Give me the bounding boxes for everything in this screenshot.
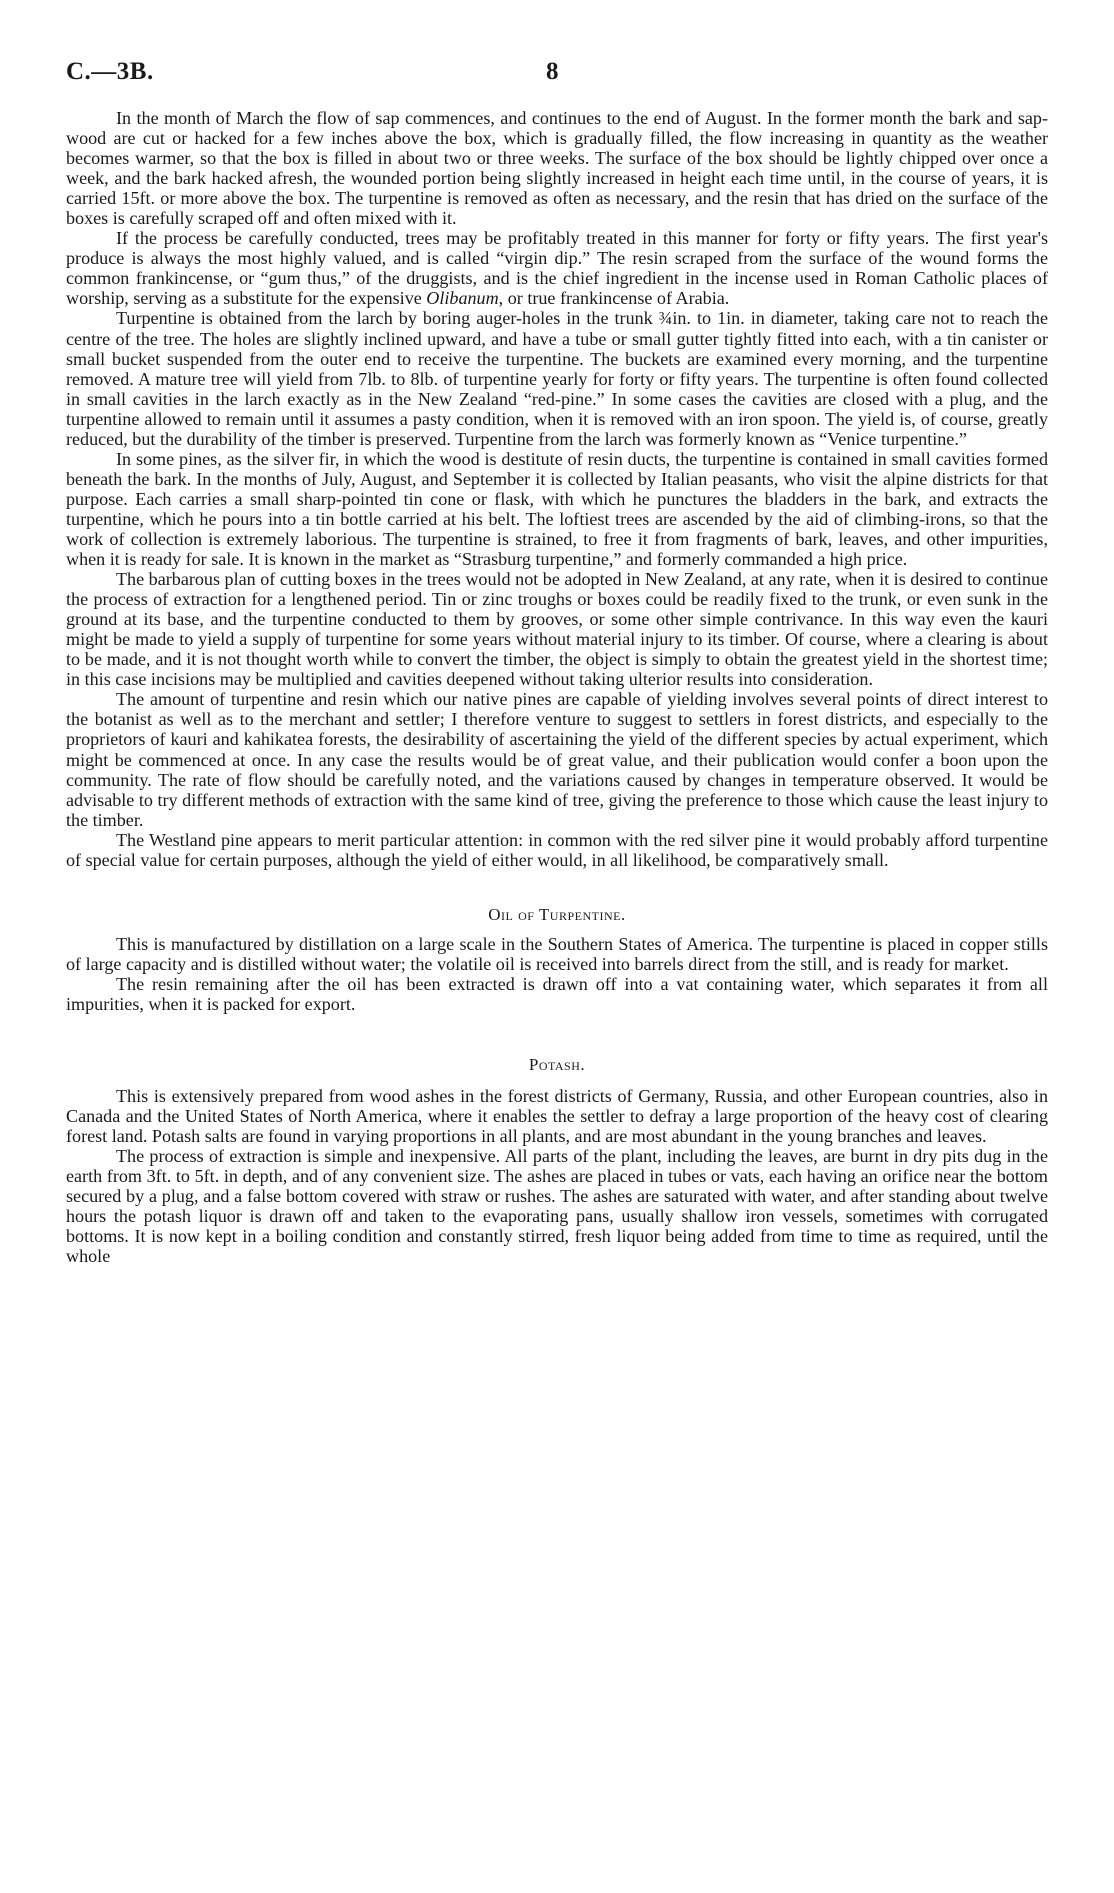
paragraph-process-duration — [66, 228, 1048, 308]
paragraph-oil-distillation: This is manufactured by distillation on a large scale in the Southern States of America. The turpentine is placed in copper stills of large capacity and is distilled without water; the volatile oil is received into barrels direct from the still, and is ready for market. — [66, 933, 1048, 974]
paragraph-oil-resin: The resin remaining after the oil has been extracted is drawn off into a vat containing water, which separates it from all impurities, when it is packed for export. — [66, 973, 1048, 1014]
italic-term: Olibanum — [426, 288, 499, 309]
paragraph-text: , or true frankincense of Arabia. — [498, 288, 730, 309]
paragraph-larch-turpentine: Turpentine is obtained from the larch by boring auger-holes in the trunk ¾in. to 1in. in diameter, taking care not to reach the centre of the tree. The holes are slightly inclined upward, and have a tube or small gutter tightly fitted into each, with a tin canister or small bucket suspended from the outer end to receive the turpentine. The buckets are examined every morning, and the turpentine removed. A mature tree will yield from 7lb. to 8lb. of turpentine yearly for forty or fifty years. The turpentine is often found collected in small cavities in the larch exactly as in the New Zealand “red-pine.” In some cases the cavities are closed with a plug, and the turpentine allowed to remain until it assumes a pasty condition, when it is removed with an iron spoon. The yield is, of course, greatly reduced, but the durability of the timber is preserved. Turpentine from the larch was formerly known as “Venice turpentine.” — [66, 308, 1048, 449]
section-heading-potash: Potash. — [528, 1054, 586, 1074]
section-heading-oil-of-turpentine: Oil of Turpentine. — [488, 904, 626, 924]
paragraph-silver-fir: In some pines, as the silver fir, in which the wood is destitute of resin ducts, the turpentine is contained in small cavities formed beneath the bark. In the months of July, August, and September it is collected by Italian peasants, who visit the alpine districts for that purpose. Each carries a small sharp-pointed tin cone or flask, with which he punctures the bladders in the bark, and extracts the turpentine, which he pours into a tin bottle carried at his belt. The loftiest trees are ascended by the aid of climbing-irons, so that the work of collection is extremely laborious. The turpentine is strained, to free it from fragments of bark, leaves, and other impurities, when it is ready for sale. It is known in the market as “Strasburg turpentine,” and formerly commanded a high price. — [66, 448, 1048, 570]
paragraph-westland-pine: The Westland pine appears to merit particular attention: in common with the red silver pine it would probably afford turpentine of special value for certain purposes, although the yield of either would, in all likelihood, be comparatively small. — [66, 829, 1048, 870]
paragraph-text: If the process be carefully conducted, trees may be profitably treated in this manner for forty or fifty years. The first year's produce is always the most highly valued, and is called “virgin dip.” The resin scraped from the surface of the wound forms the common frankincense, or “gum thus,” of the druggists, and is the chief ingredient in the incense used in Roman Catholic places of worship, serving as a substitute for the expensive — [66, 228, 1048, 309]
paragraph-sap-flow: In the month of March the flow of sap commences, and continues to the end of August. In the former month the bark and sap-wood are cut or hacked for a few inches above the box, which is gradually filled, the flow increasing in quantity as the weather becomes warmer, so that the box is filled in about two or three weeks. The surface of the box should be lightly chipped over once a week, and the bark hacked afresh, the wounded portion being slightly increased in height each time until, in the course of years, it is carried 15ft. or more above the box. The turpentine is removed as often as necessary, and the resin that has dried on the surface of the boxes is carefully scraped off and often mixed with it. — [66, 108, 1048, 229]
paragraph-native-pines: The amount of turpentine and resin which our native pines are capable of yielding involves several points of direct interest to the botanist as well as to the merchant and settler; I therefore venture to suggest to settlers in forest districts, and especially to the proprietors of kauri and kahikatea forests, the desirability of ascertaining the yield of the different species by actual experiment, which might be commenced at once. In any case the results would be of great value, and their publication would confer a boon upon the community. The rate of flow should be carefully noted, and the variations caused by changes in temperature observed. It would be advisable to try different methods of extraction with the same kind of tree, giving the preference to those which cause the least injury to the timber. — [66, 689, 1048, 830]
document-reference: C.—3B. — [66, 58, 154, 85]
paragraph-potash-process: The process of extraction is simple and inexpensive. All parts of the plant, including the leaves, are burnt in dry pits dug in the earth from 3ft. to 5ft. in depth, and of any convenient size. The ashes are placed in tubes or vats, each having an orifice near the bottom secured by a plug, and a false bottom covered with straw or rushes. The ashes are saturated with water, and after standing about twelve hours the potash liquor is drawn off and taken to the evaporating pans, usually shallow iron vessels, sometimes with corrugated bottoms. It is now kept in a boiling condition and constantly stirred, fresh liquor being added from time to time as required, until the whole — [66, 1146, 1048, 1267]
paragraph-potash-origin: This is extensively prepared from wood ashes in the forest districts of Germany, Russia, and other European countries, also in Canada and the United States of North America, where it enables the settler to defray a large proportion of the heavy cost of clearing forest land. Potash salts are found in varying proportions in all plants, and are most abundant in the young branches and leaves. — [66, 1085, 1048, 1147]
page-header — [66, 58, 1048, 94]
page-number: 8 — [546, 58, 559, 85]
paragraph-new-zealand-method: The barbarous plan of cutting boxes in the trees would not be adopted in New Zealand, at any rate, when it is desired to continue the process of extraction for a lengthened period. Tin or zinc troughs or boxes could be readily fixed to the trunk, or even sunk in the ground at its base, and the turpentine conducted to them by grooves, or some other simple contrivance. In this way even the kauri might be made to yield a supply of turpentine for some years without material injury to its timber. Of course, where a clearing is about to be made, and it is not thought worth while to convert the timber, the object is simply to obtain the greatest yield in the shortest time; in this case incisions may be multiplied and cavities deepened without taking ulterior results into consideration. — [66, 569, 1048, 690]
page-body — [66, 108, 1048, 1266]
